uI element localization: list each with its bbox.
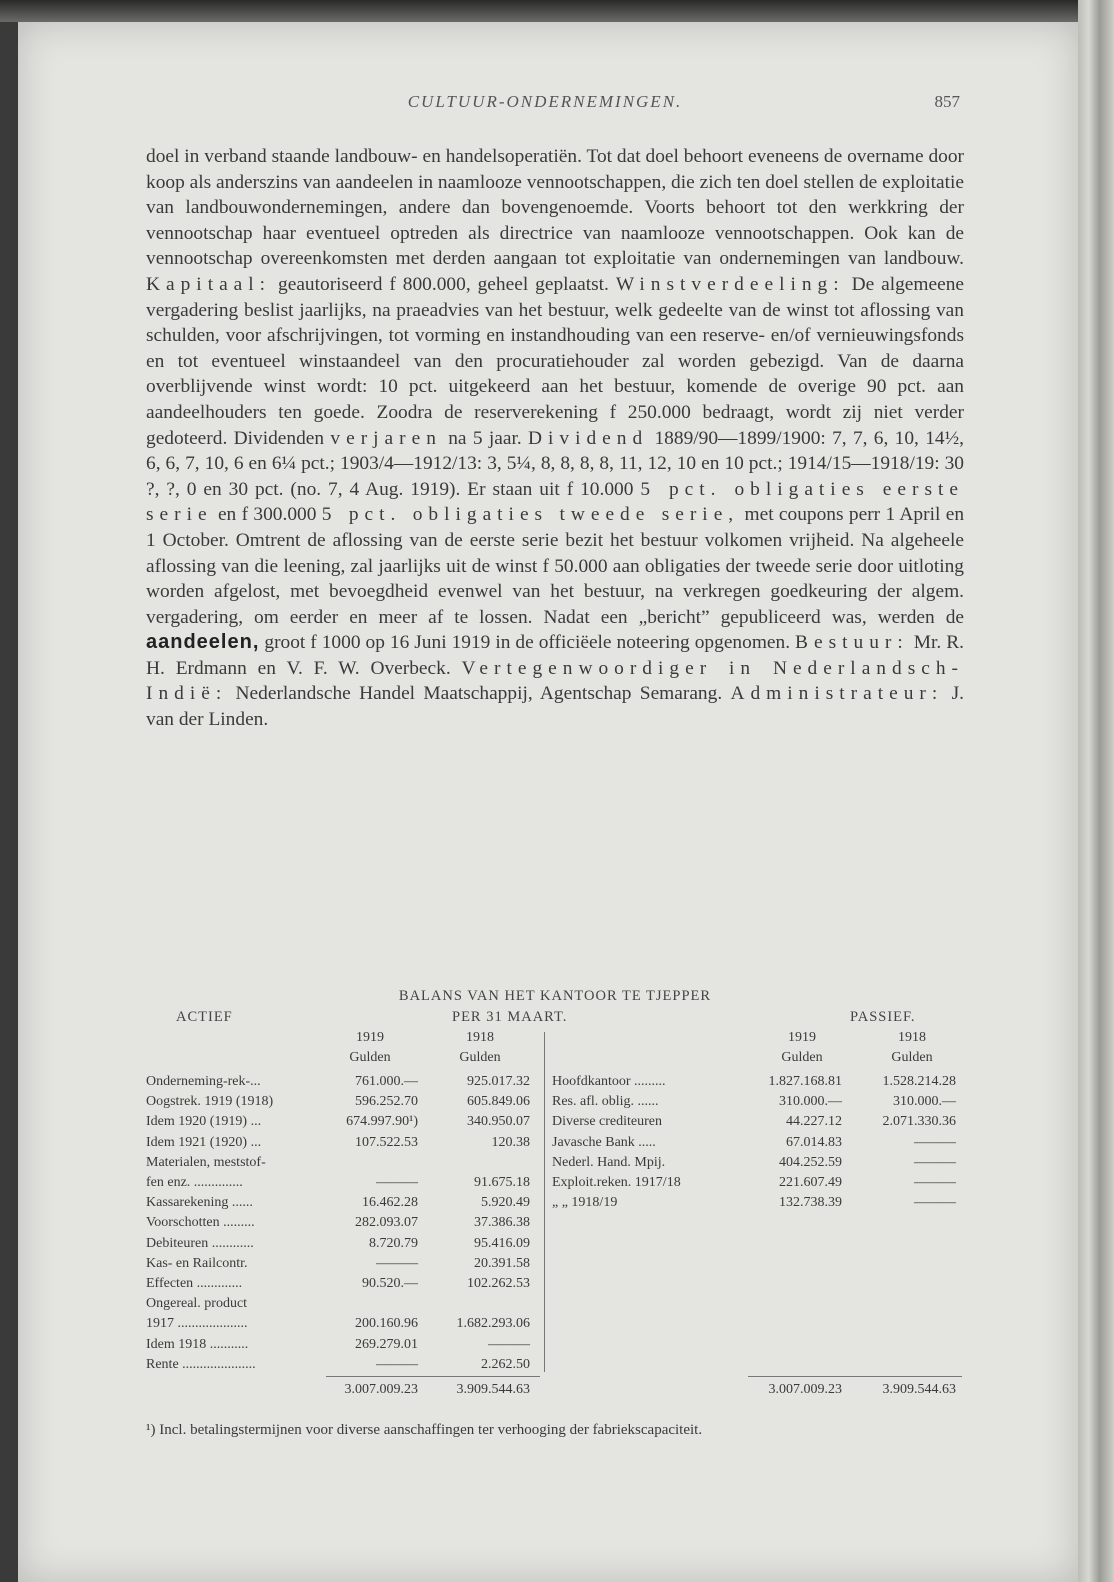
table-row-label: fen enz. .............. <box>146 1175 243 1190</box>
book-spine-edge <box>1078 0 1114 1582</box>
table-cell-v1919: 761.000.— <box>355 1074 418 1089</box>
table-row-label: Kassarekening ...... <box>146 1195 253 1211</box>
table-row-label: Kas- en Railcontr. <box>146 1255 248 1271</box>
table-cell-v1919 <box>318 1153 418 1173</box>
table-cell-v1918: 37.386.38 <box>474 1215 530 1231</box>
table-cell-v1919: 90.520.— <box>362 1276 418 1291</box>
total-passief-1919: 3.007.009.23 <box>768 1382 842 1397</box>
table-row-label: Effecten ............. <box>146 1276 243 1291</box>
aandeelen-text: groot f 1000 op 16 Juni 1919 in de officiëele noteering opgenomen. <box>259 632 796 654</box>
passief-total-rule <box>748 1376 962 1377</box>
table-row-label: Rente ..................... <box>146 1356 256 1372</box>
balance-title: BALANS VAN HET KANTOOR TE TJEPPER <box>398 988 712 1004</box>
table-row-label: 1917 .................... <box>146 1316 248 1332</box>
table-cell-v1919: ——— <box>376 1175 418 1190</box>
table-cell-v1918 <box>430 1153 530 1173</box>
actief-year-1919: 1919 <box>356 1030 384 1045</box>
table-cell-v1918: ——— <box>914 1175 956 1190</box>
passief-year-1919: 1919 <box>788 1030 816 1045</box>
table-row-label: Exploit.reken. 1917/18 <box>552 1175 681 1190</box>
table-cell-v1918: 925.017.32 <box>467 1074 530 1089</box>
table-cell-v1918: 1.682.293.06 <box>456 1316 530 1332</box>
table-row-label: Nederl. Hand. Mpij. <box>552 1154 666 1170</box>
passief-currency-1919: Gulden <box>781 1050 823 1065</box>
passief-currency-1918: Gulden <box>891 1050 933 1065</box>
table-row-label: Res. afl. oblig. ...... <box>552 1094 659 1110</box>
table-cell-v1918: ——— <box>488 1336 530 1352</box>
total-actief-1919: 3.007.009.23 <box>344 1382 418 1397</box>
winst-label: Winstverdeeling: <box>615 273 845 295</box>
table-cell-v1919: 67.014.83 <box>786 1134 842 1150</box>
kapitaal-text: geautoriseerd f 800.000, geheel geplaatst. <box>271 273 616 295</box>
administrateur-label: Administrateur: <box>730 683 944 705</box>
table-row-label: Idem 1920 (1919) ... <box>146 1114 262 1130</box>
kapitaal-label: Kapitaal: <box>146 273 272 295</box>
table-cell-v1918: 605.849.06 <box>467 1094 530 1110</box>
table-cell-v1918 <box>430 1294 530 1314</box>
table-cell-v1919: 107.522.53 <box>355 1134 418 1150</box>
table-cell-v1918: 340.950.07 <box>467 1114 530 1130</box>
table-cell-v1919: 674.997.90¹) <box>346 1114 418 1130</box>
table-row-label: Ongereal. product <box>146 1296 248 1312</box>
table-cell-v1919: 310.000.— <box>779 1094 842 1110</box>
intro-text: doel in verband staande landbouw- en handelsoperatiën. Tot dat doel behoort eveneens de overname door koop als anderszins van aandeelen in naamlooze vennootschappen, die zich ten doel stellen de exploitatie van landbouwondernemingen, andere dan bovengenoemde. Voorts behoort tot den werkkring der vennootschap haar eventueel optreden als directrice van naamlooze vennootschappen. Ook kan de vennootschap overeenkomsten met derden aangaan tot exploitatie van ondernemingen van landbouw. <box>146 146 964 270</box>
table-cell-v1918: 120.38 <box>491 1134 530 1150</box>
bestuur-text: Mr. R. H. Erdmann en V. F. W. Overbeck. <box>146 632 964 679</box>
table-cell-v1918: 2.071.330.36 <box>882 1114 956 1130</box>
table-cell-v1919: 596.252.70 <box>355 1094 418 1110</box>
table-cell-v1919: 1.827.168.81 <box>768 1074 842 1089</box>
page-number: 857 <box>934 92 960 111</box>
table-row-label: Voorschotten ......... <box>146 1215 255 1231</box>
table-cell-v1919 <box>318 1294 418 1314</box>
table-row-label: Idem 1918 ........... <box>146 1336 249 1352</box>
verjaren-label: verjaren <box>330 427 442 449</box>
verjaren-text: na 5 jaar. <box>441 427 528 449</box>
table-cell-v1918: ——— <box>914 1154 956 1170</box>
oblig1-text: en f 300.000 <box>212 504 322 526</box>
dividend-label: Dividend <box>528 427 649 449</box>
table-cell-v1919: 16.462.28 <box>362 1195 418 1211</box>
table-cell-v1918: 1.528.214.28 <box>882 1074 956 1089</box>
scan-top-edge <box>0 0 1114 22</box>
table-cell-v1918: 5.920.49 <box>481 1195 530 1211</box>
dividend-text: 1889/90—1899/1900: 7, 7, 6, 10, 14½, 6, 6, 7, 10, 6 en 6¼ pct.; 1903/4—1912/13: 3, 5¼, 8, 8, 8, 8, 11, 12, 10 en 10 pct.; 1914/15—1918/19: 30 ?, ?, 0 en 30 pct. (no. 7, 4 Aug. 1919). Er staan uit f 10.000 <box>146 427 964 500</box>
table-cell-v1918: ——— <box>914 1195 956 1211</box>
actief-total-rule <box>326 1376 540 1377</box>
vertegenwoordiger-text: Nederlandsche Handel Maatschappij, Agentschap Semarang. <box>227 683 731 705</box>
table-row-label: Materialen, meststof- <box>146 1154 266 1170</box>
footnote: ¹) Incl. betalingstermijnen voor diverse aanschaffingen ter verhooging der fabriekscapaciteit. <box>146 1422 703 1438</box>
table-cell-v1919: 269.279.01 <box>355 1336 418 1352</box>
table-row-label: Javasche Bank ..... <box>552 1134 656 1150</box>
table-row-label: Diverse crediteuren <box>552 1114 662 1130</box>
running-title: CULTUUR-ONDERNEMINGEN. <box>407 92 683 111</box>
actief-currency-1919: Gulden <box>349 1050 391 1065</box>
passief-year-1918: 1918 <box>898 1030 926 1045</box>
actief-heading: ACTIEF <box>176 1009 233 1025</box>
oblig1-label: 5 pct. obligaties eerste serie <box>146 478 964 526</box>
body-paragraph <box>146 144 964 733</box>
balance-divider <box>544 1032 545 1372</box>
balance-date: PER 31 MAART. <box>452 1009 568 1025</box>
table-cell-v1919: 44.227.12 <box>786 1114 842 1130</box>
actief-currency-1918: Gulden <box>459 1050 501 1065</box>
table-cell-v1919: 8.720.79 <box>369 1235 418 1251</box>
table-cell-v1918: 91.675.18 <box>474 1175 530 1190</box>
table-row-label: Onderneming-rek-... <box>146 1074 261 1089</box>
table-row-label: Debiteuren ............ <box>146 1235 254 1251</box>
table-cell-v1919: 282.093.07 <box>355 1215 418 1231</box>
table-cell-v1918: ——— <box>914 1134 956 1150</box>
passief-heading: PASSIEF. <box>850 1009 916 1025</box>
table-cell-v1919: 132.738.39 <box>779 1195 842 1211</box>
oblig2-label: 5 pct. obligaties tweede serie, <box>321 504 740 526</box>
table-cell-v1918: 102.262.53 <box>467 1276 530 1291</box>
table-cell-v1918: 2.262.50 <box>481 1356 530 1372</box>
table-row-label: Idem 1921 (1920) ... <box>146 1134 262 1150</box>
table-cell-v1919: 221.607.49 <box>779 1175 842 1190</box>
table-cell-v1919: ——— <box>376 1356 418 1372</box>
table-cell-v1918: 95.416.09 <box>474 1235 530 1251</box>
actief-year-1918: 1918 <box>466 1030 494 1045</box>
running-head <box>130 92 960 116</box>
oblig2-text: met coupons perr 1 April en 1 October. Omtrent de aflossing van de eerste serie bezit het bestuur volkomen vrijheid. Na algeheele aflossing van die leening, zal jaarlijks uit de winst f 50.000 aan obligaties der tweede serie door uitloting worden afgelost, met bevoegdheid evenwel van het bestuur, na verkregen goedkeuring der algem. vergadering, om eerder en meer af te lossen. Nadat een „bericht” gepubliceerd was, werden de <box>146 504 965 628</box>
table-cell-v1919: ——— <box>376 1255 418 1271</box>
vertegenwoordiger-label: Vertegenwoordiger in Nederlandsch-Indië: <box>146 657 965 705</box>
aandeelen-bold: aandeelen, <box>146 631 260 654</box>
table-cell-v1919: 200.160.96 <box>355 1316 418 1332</box>
total-actief-1918: 3.909.544.63 <box>456 1382 530 1397</box>
administrateur-text: J. van der Linden. <box>146 683 964 731</box>
table-cell-v1918: 310.000.— <box>893 1094 956 1110</box>
winst-text: De algemeene vergadering beslist jaarlijks, na praeadvies van het bestuur, welk gedeelte van de winst tot aflossing van schulden, voor afschrijvingen, tot vorming en instandhouding van een reserve- en/of vernieuwingsfonds en tot eventueel winstaandeel van den procuratiehouder zal worden gebezigd. Van de daarna overblijvende winst wordt: 10 pct. uitgekeerd aan het bestuur, komende de overige 90 pct. aan aandeelhouders ten goede. Zoodra de reserverekening f 250.000 bedraagt, wordt zij niet verder gedoteerd. Dividenden <box>146 273 965 449</box>
table-cell-v1919: 404.252.59 <box>779 1154 842 1170</box>
table-row-label: „ „ 1918/19 <box>552 1195 618 1211</box>
total-passief-1918: 3.909.544.63 <box>882 1382 956 1397</box>
table-cell-v1918: 20.391.58 <box>474 1255 530 1271</box>
table-row-label: Oogstrek. 1919 (1918) <box>146 1094 274 1110</box>
table-row-label: Hoofdkantoor ......... <box>552 1074 666 1089</box>
bestuur-label: Bestuur: <box>795 632 909 654</box>
